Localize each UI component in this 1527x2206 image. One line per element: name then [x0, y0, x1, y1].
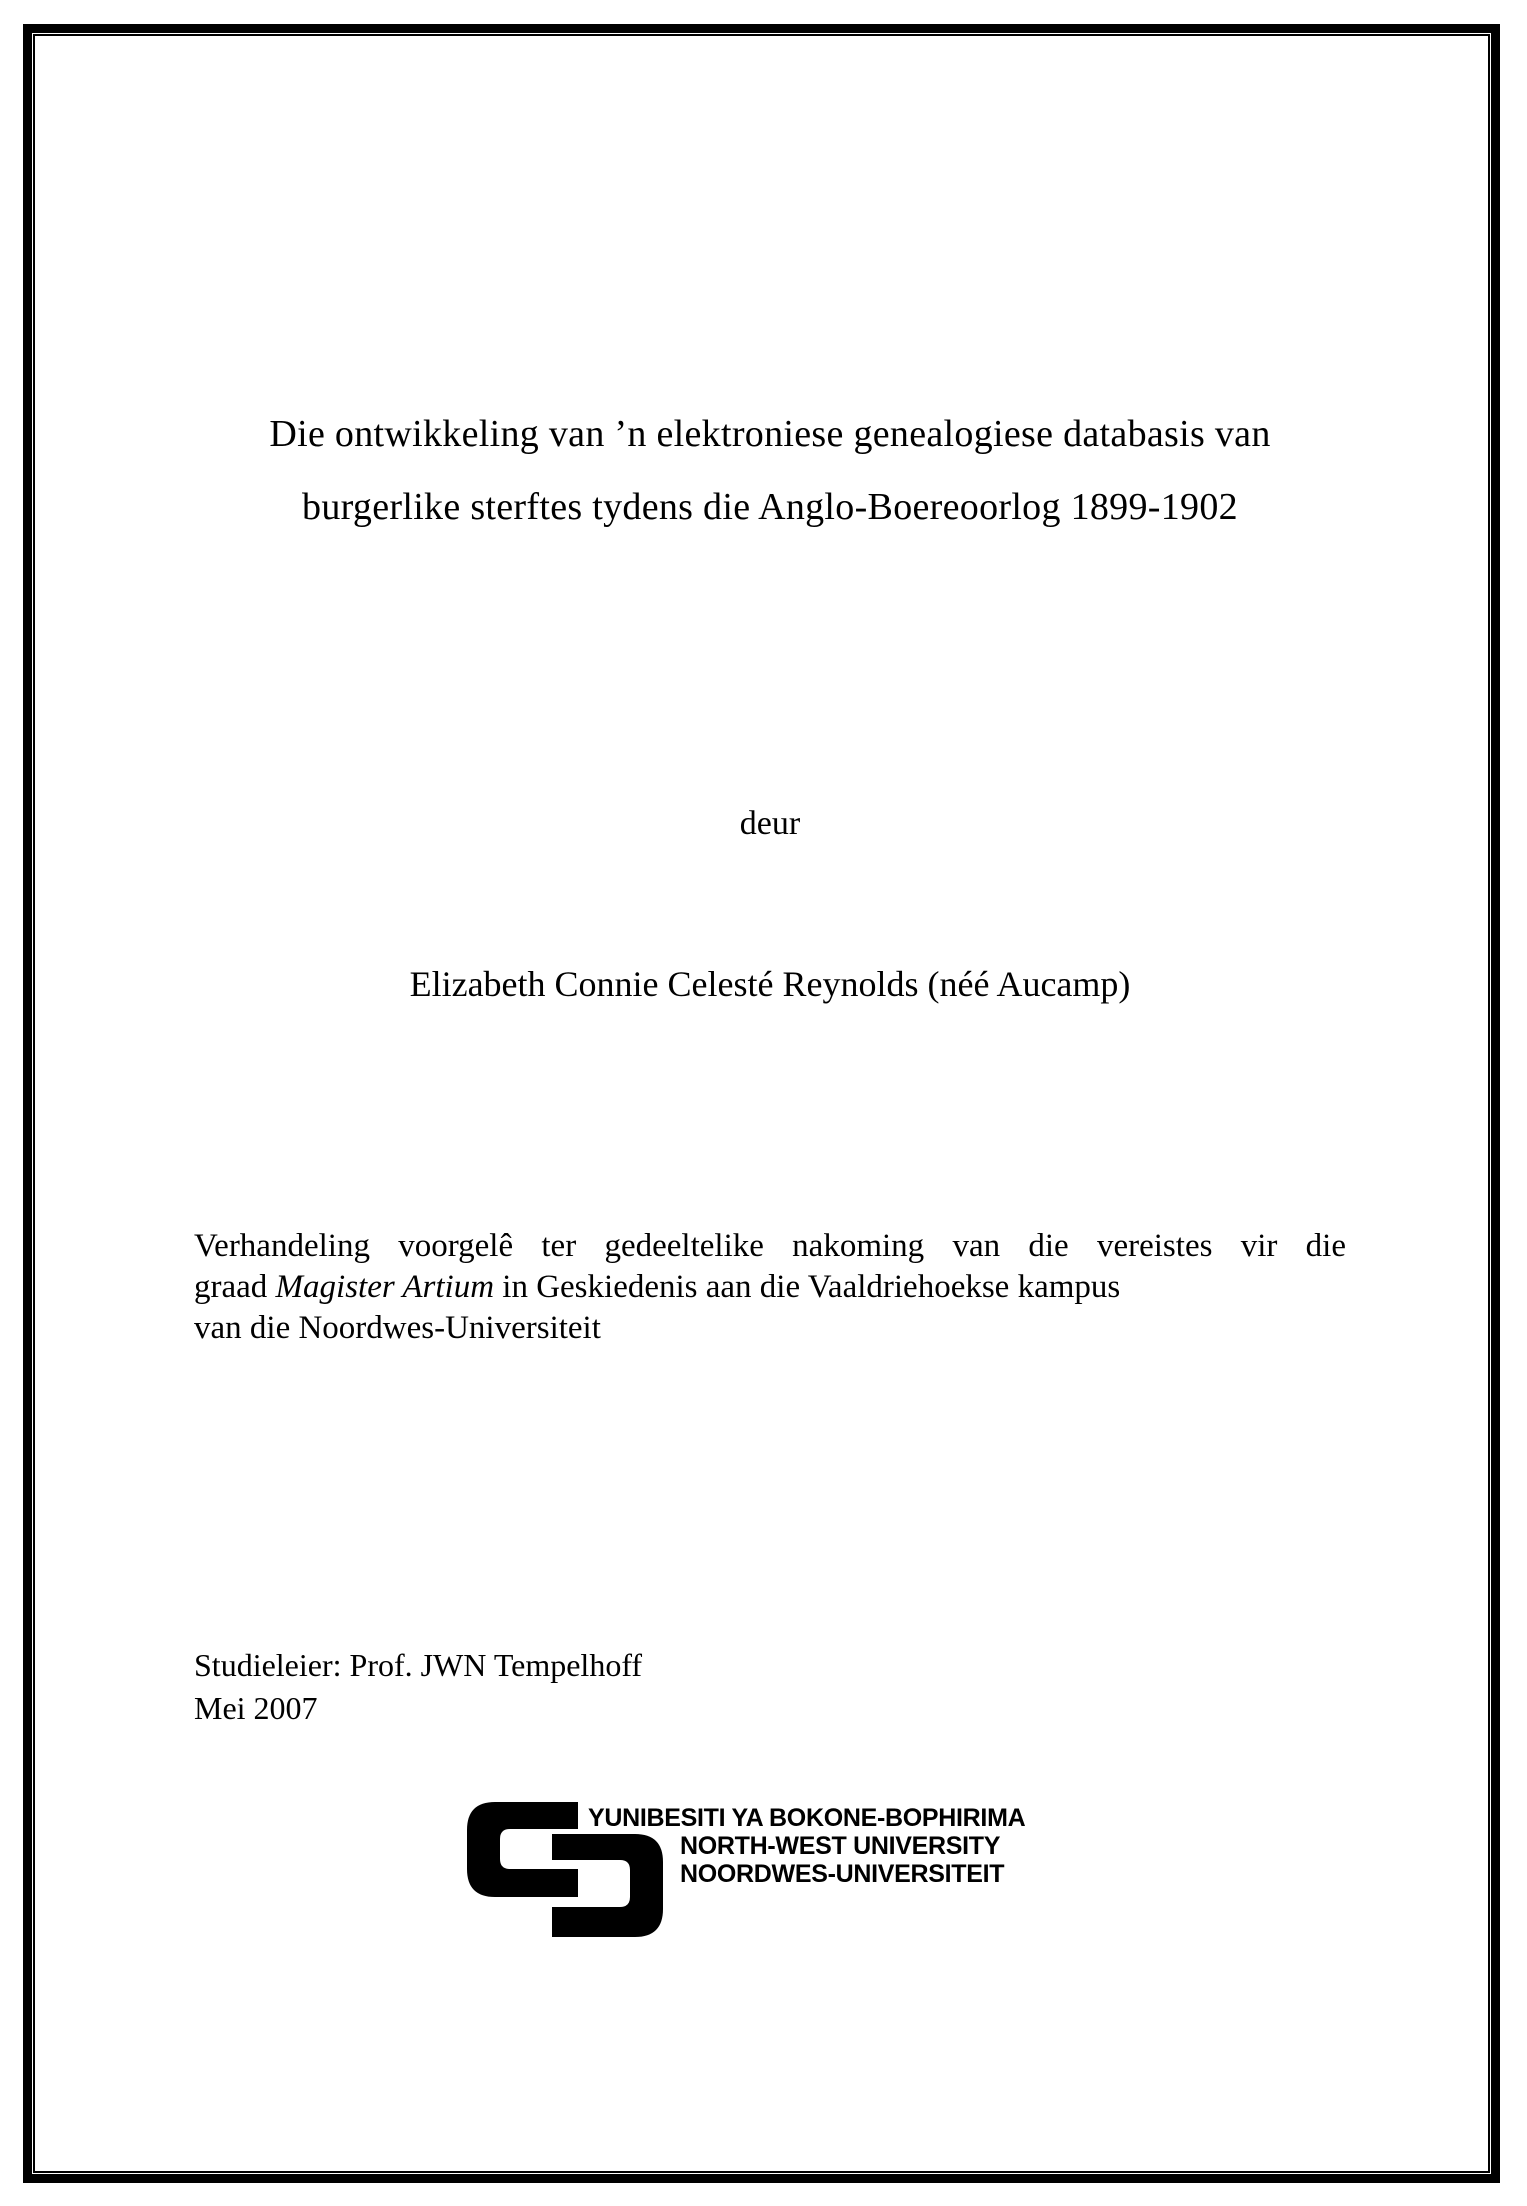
byline: deur [739, 805, 801, 842]
university-name-setswana: YUNIBESITI YA BOKONE-BOPHIRIMA [588, 1804, 1026, 1832]
degree-statement-line-2-pre: graad [194, 1269, 276, 1305]
university-name-english: NORTH-WEST UNIVERSITY [680, 1832, 1001, 1860]
thesis-title-line-2: burgerlike sterftes tydens die Anglo-Boereoorlog 1899-1902 [302, 486, 1238, 528]
degree-statement-line-2-post: in Geskiedenis aan die Vaaldriehoekse kampus [494, 1269, 1121, 1305]
degree-name-italic: Magister Artium [275, 1269, 495, 1305]
university-name-afrikaans: NOORDWES-UNIVERSITEIT [680, 1860, 1005, 1888]
degree-statement-line-3: van die Noordwes-Universiteit [194, 1310, 601, 1346]
university-logo-block [465, 1798, 1125, 1948]
degree-statement-line-2 [194, 1267, 1346, 1308]
thesis-title-line-1: Die ontwikkeling van ’n elektroniese genealogiese databasis van [269, 413, 1271, 455]
date-line: Mei 2007 [194, 1690, 318, 1726]
author-name: Elizabeth Connie Celesté Reynolds (néé Aucamp) [409, 964, 1131, 1004]
degree-statement [194, 1226, 1346, 1349]
university-logo-text [588, 1804, 1025, 1888]
degree-statement-line-1: Verhandeling voorgelê ter gedeeltelike nakoming van die vereistes vir die [194, 1228, 1346, 1264]
supervisor-block [194, 1644, 1094, 1730]
supervisor-line: Studieleier: Prof. JWN Tempelhoff [194, 1647, 643, 1683]
thesis-title [194, 398, 1346, 544]
